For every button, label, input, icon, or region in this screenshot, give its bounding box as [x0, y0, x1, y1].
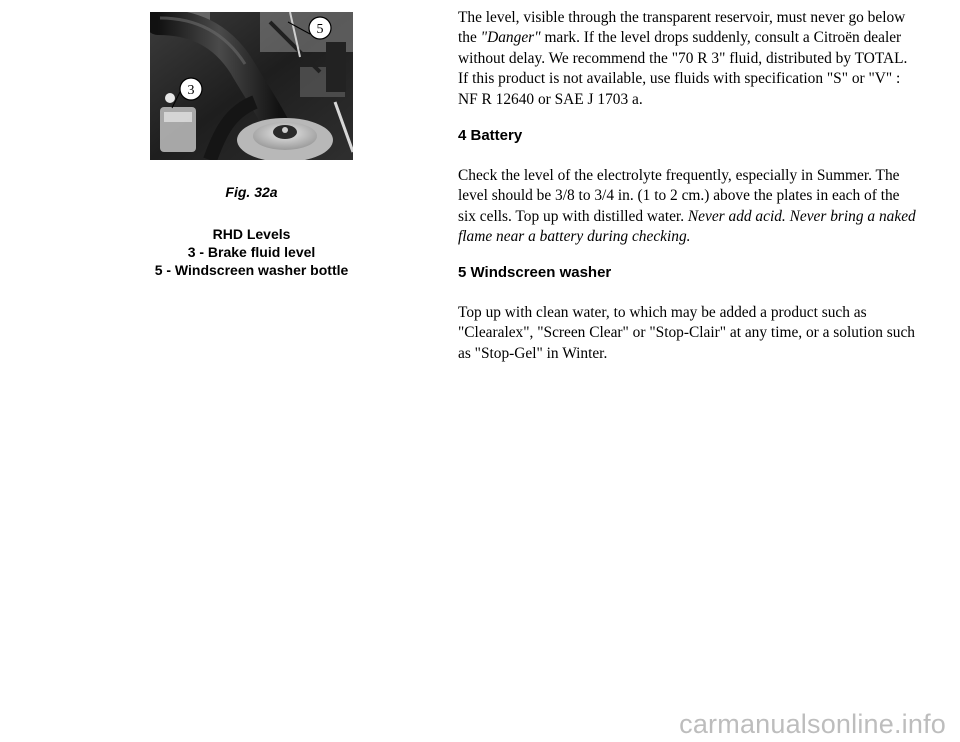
site-watermark: carmanualsonline.info	[679, 709, 946, 739]
windscreen-washer-heading: 5 Windscreen washer	[458, 264, 612, 281]
para1-text-start: The level, visible through the transparent reservoir, must never go below the	[458, 9, 906, 47]
caption-line-title: RHD Levels	[212, 226, 291, 242]
para1-danger-emphasis: "Danger"	[480, 29, 541, 47]
figure-caption	[100, 225, 403, 279]
caption-line-washer-bottle: 5 - Windscreen washer bottle	[154, 262, 349, 278]
battery-paragraph	[458, 166, 918, 248]
engine-bay-illustration	[150, 12, 353, 160]
caption-line-brake-fluid: 3 - Brake fluid level	[187, 244, 316, 260]
battery-heading: 4 Battery	[458, 127, 523, 144]
figure-label: Fig. 32a	[225, 184, 278, 200]
engine-bay-photo	[150, 12, 353, 160]
callout-3-label: 3	[187, 83, 195, 98]
brake-fluid-paragraph	[458, 8, 918, 110]
para1-text-end: mark. If the level drops suddenly, consult a Citroën dealer without delay. We recommend the "70 R 3" fluid, distributed by TOTAL. If this product is not available, use fluids with specification "S" or "V" : NF R 12640 or SAE J 1703 a.	[458, 29, 908, 108]
windscreen-washer-paragraph: Top up with clean water, to which may be added a product such as "Clearalex", "Screen Clear" or "Stop-Clair" at any time, or a solution such as "Stop-Gel" in Winter.	[458, 304, 915, 362]
para2-text: Check the level of the electrolyte frequently, especially in Summer. The level should be 3/8 to 3/4 in. (1 to 2 cm.) above the plates in each of the six cells. Top up with distilled water.	[458, 167, 900, 225]
para2-warning-emphasis: Never add acid. Never bring a naked flame near a battery during checking.	[458, 207, 916, 246]
callout-5-label: 5	[316, 22, 324, 37]
